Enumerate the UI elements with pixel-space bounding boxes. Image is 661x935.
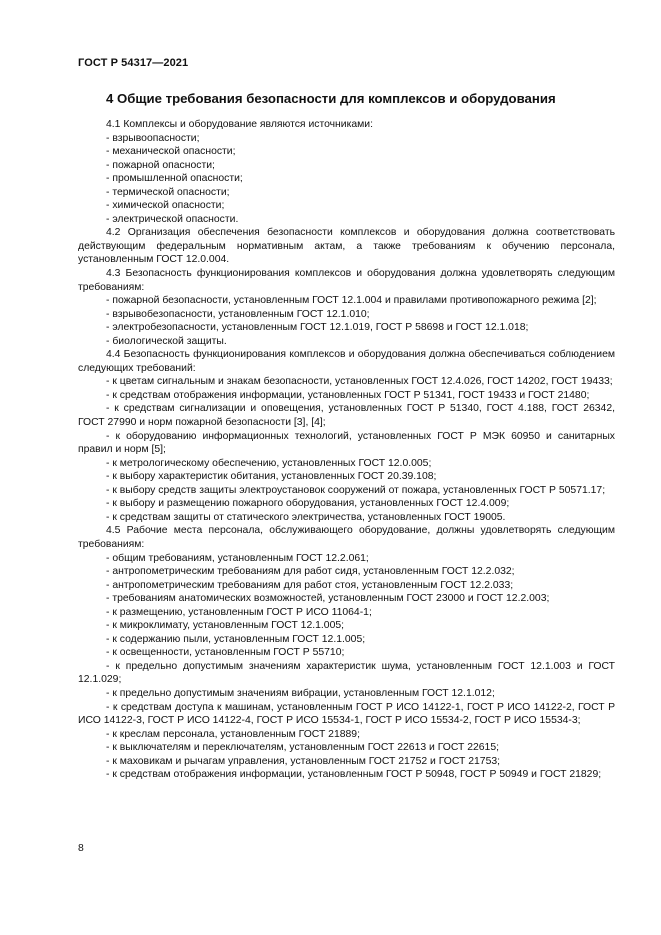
list-item: - взрывобезопасности, установленным ГОСТ 12.1.010; xyxy=(106,308,370,320)
list-item: - общим требованиям, установленным ГОСТ 12.2.061; xyxy=(106,552,369,564)
list-item: - к микроклимату, установленным ГОСТ 12.1.005; xyxy=(106,620,345,632)
list-item: - электробезопасности, установленным ГОСТ 12.1.019, ГОСТ Р 58698 и ГОСТ 12.1.018; xyxy=(106,322,529,334)
list-item: - требованиям анатомических возможностей, установленным ГОСТ 23000 и ГОСТ 12.2.003; xyxy=(106,593,550,605)
list-item: - к предельно допустимым значениям вибрации, установленным ГОСТ 12.1.012; xyxy=(106,687,495,699)
list-item: - к креслам персонала, установленным ГОСТ 21889; xyxy=(106,728,360,740)
list-item: - к выключателям и переключателям, установленным ГОСТ 22613 и ГОСТ 22615; xyxy=(106,742,500,754)
list-item: - к средствам отображения информации, установленным ГОСТ Р 50948, ГОСТ Р 50949 и ГОСТ 21829; xyxy=(106,769,602,781)
list-item: - к цветам сигнальным и знакам безопасности, установленных ГОСТ 12.4.026, ГОСТ 14202, ГОСТ 19433; xyxy=(106,376,613,388)
list-item: - к метрологическому обеспечению, установленных ГОСТ 12.0.005; xyxy=(106,457,432,469)
list-item: - пожарной опасности; xyxy=(106,159,215,171)
paragraph: 4.2 Организация обеспечения безопасности комплексов и оборудования должна соответствовать действующим федеральным нормативным актам, а также требованиям к обучению персонала, установленным ГОСТ 12.0.004. xyxy=(78,227,615,266)
list-item: - к освещенности, установленным ГОСТ Р 55710; xyxy=(106,647,345,659)
list-item: - к содержанию пыли, установленным ГОСТ 12.1.005; xyxy=(106,633,366,645)
list-item: - к размещению, установленным ГОСТ Р ИСО 11064-1; xyxy=(106,606,372,618)
list-item: - к средствам отображения информации, установленных ГОСТ Р 51341, ГОСТ 19433 и ГОСТ 21480; xyxy=(106,389,590,401)
list-item: - пожарной безопасности, установленным ГОСТ 12.1.004 и правилами противопожарного режима [2]; xyxy=(106,295,597,307)
list-item: - к выбору характеристик обитания, установленных ГОСТ 20.39.108; xyxy=(106,471,437,483)
list-item: - к выбору и размещению пожарного оборудования, установленных ГОСТ 12.4.009; xyxy=(106,498,510,510)
list-item: - к маховикам и рычагам управления, установленным ГОСТ 21752 и ГОСТ 21753; xyxy=(106,755,501,767)
list-item: - антропометрическим требованиям для работ стоя, установленным ГОСТ 12.2.033; xyxy=(106,579,514,591)
document-body xyxy=(78,118,615,782)
paragraph: 4.1 Комплексы и оборудование являются источниками: xyxy=(106,119,373,130)
list-item: - к средствам защиты от статического электричества, установленных ГОСТ 19005. xyxy=(106,511,506,523)
document-code-header: ГОСТ Р 54317—2021 xyxy=(78,57,189,69)
section-title: 4 Общие требования безопасности для комплексов и оборудования xyxy=(106,91,556,106)
list-item: - к оборудованию информационных технологий, установленных ГОСТ Р МЭК 60950 и санитарных правил и норм [5]; xyxy=(78,430,615,456)
list-item: - промышленной опасности; xyxy=(106,173,243,185)
list-item: - термической опасности; xyxy=(106,186,230,198)
list-item: - химической опасности; xyxy=(106,200,225,212)
paragraph: 4.4 Безопасность функционирования комплексов и оборудования должна обеспечиваться соблюдением следующих требований: xyxy=(78,349,615,374)
list-item: - антропометрическим требованиям для работ сидя, установленным ГОСТ 12.2.032; xyxy=(106,566,515,578)
paragraph: 4.5 Рабочие места персонала, обслуживающего оборудование, должны удовлетворять следующим требованиям: xyxy=(78,525,615,550)
list-item: - к предельно допустимым значениям характеристик шума, установленным ГОСТ 12.1.003 и ГОСТ 12.1.029; xyxy=(78,660,615,686)
list-item: - взрывоопасности; xyxy=(106,132,200,144)
page-number: 8 xyxy=(78,843,84,854)
list-item: - к средствам сигнализации и оповещения, установленных ГОСТ Р 51340, ГОСТ 4.188, ГОСТ 26342, ГОСТ 27990 и норм пожарной безопасности [3], [4]; xyxy=(78,403,615,429)
paragraph: 4.3 Безопасность функционирования комплексов и оборудования должна удовлетворять следующим требованиям: xyxy=(78,268,615,293)
list-item: - биологической защиты. xyxy=(106,335,227,347)
list-item: - к выбору средств защиты электроустановок сооружений от пожара, установленных ГОСТ Р 50571.17; xyxy=(106,484,606,496)
list-item: - механической опасности; xyxy=(106,146,236,158)
list-item: - электрической опасности. xyxy=(106,213,239,225)
list-item: - к средствам доступа к машинам, установленным ГОСТ Р ИСО 14122-1, ГОСТ Р ИСО 14122-2, ГОСТ Р ИСО 14122-3, ГОСТ Р ИСО 14122-4, ГОСТ Р ИСО 15534-1, ГОСТ Р ИСО 15534-2, ГОСТ Р ИСО 15534-3; xyxy=(78,701,615,727)
